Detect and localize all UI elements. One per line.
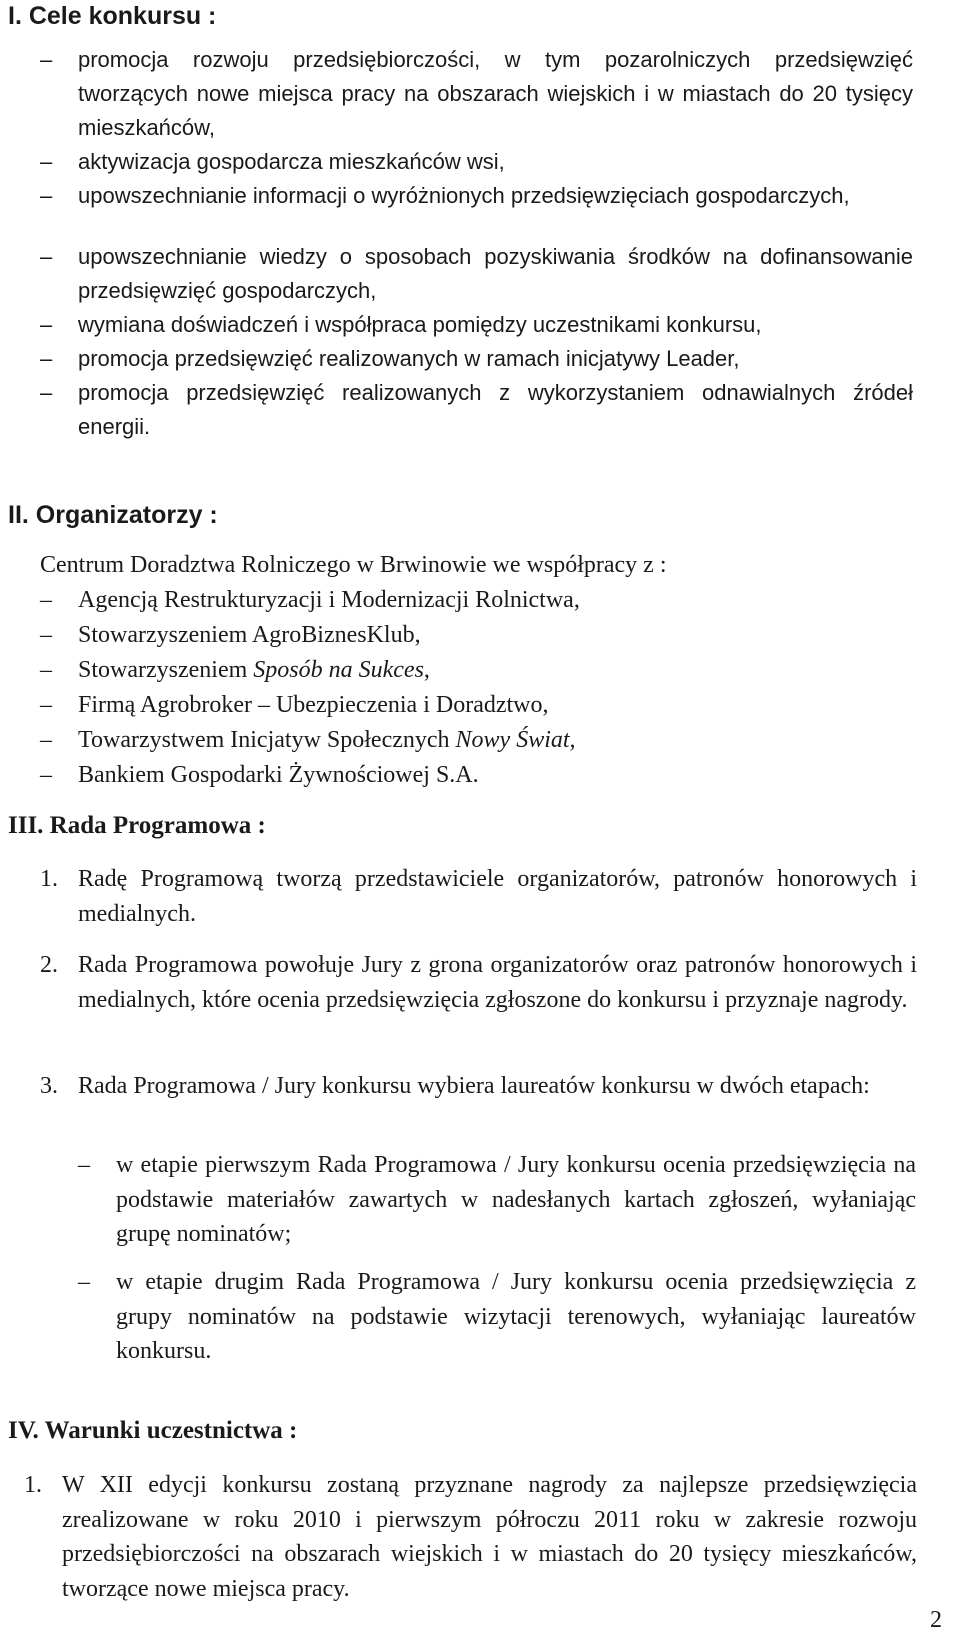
dash-bullet: – — [40, 622, 52, 648]
organizer-name — [78, 653, 920, 688]
dash-bullet: – — [40, 380, 53, 405]
numbered-item — [24, 1468, 917, 1606]
list-item — [40, 583, 920, 618]
dash-bullet: – — [40, 587, 52, 613]
numbered-item — [40, 1069, 917, 1104]
organizer-name: Stowarzyszeniem AgroBiznesKlub, — [78, 622, 421, 648]
page-number: 2 — [930, 1607, 942, 1633]
organizer-suffix: , — [569, 727, 576, 753]
organizer-prefix: Stowarzyszeniem — [78, 657, 254, 683]
item-number: 1. — [24, 1472, 42, 1498]
dash-bullet: – — [40, 692, 52, 718]
item-text: Rada Programowa / Jury konkursu wybiera laureatów konkursu w dwóch etapach: — [78, 1073, 870, 1099]
list-item — [40, 723, 920, 758]
dash-bullet: – — [40, 762, 52, 788]
section-1-heading: I. Cele konkursu : — [8, 2, 217, 30]
list-item — [40, 43, 913, 145]
list-item — [40, 308, 913, 342]
item-text: W XII edycji konkursu zostaną przyznane nagrody za najlepsze przedsięwzięcia zrealizowane w roku 2010 i pierwszym półroczu 2011 roku w zakresie rozwoju przedsiębiorczości na obszarach wiejskich i w miastach do 20 tysięcy mieszkańców, tworzące nowe miejsca pracy. — [62, 1472, 917, 1602]
stage-item — [78, 1148, 916, 1252]
dash-bullet: – — [40, 244, 53, 269]
dash-bullet: – — [40, 727, 52, 753]
dash-bullet: – — [40, 312, 53, 337]
numbered-item — [40, 948, 917, 1017]
list-item-text: wymiana doświadczeń i współpraca pomiędzy uczestnikami konkursu, — [78, 312, 762, 337]
list-item-text: upowszechnianie wiedzy o sposobach pozyskiwania środków na dofinansowanie przedsięwzięć gospodarczych, — [78, 244, 913, 303]
item-text: Radę Programową tworzą przedstawiciele organizatorów, patronów honorowych i medialnych. — [78, 866, 917, 927]
list-item — [40, 342, 913, 376]
list-item — [40, 179, 913, 213]
organizers-intro: Centrum Doradztwa Rolniczego w Brwinowie we współpracy z : — [40, 552, 667, 578]
item-number: 1. — [40, 866, 58, 892]
dash-bullet: – — [40, 149, 53, 174]
dash-bullet: – — [40, 657, 52, 683]
list-item — [40, 653, 920, 688]
list-item-text: upowszechnianie informacji o wyróżnionych przedsięwzięciach gospodarczych, — [78, 183, 850, 208]
stage-item — [78, 1265, 916, 1369]
organizer-name — [78, 723, 920, 758]
list-item — [40, 376, 913, 444]
list-item — [40, 618, 920, 653]
section-3-heading: III. Rada Programowa : — [8, 812, 266, 839]
organizer-prefix: Towarzystwem Inicjatyw Społecznych — [78, 727, 456, 753]
organizer-name: Firmą Agrobroker – Ubezpieczenia i Doradztwo, — [78, 692, 549, 718]
stage-text: w etapie pierwszym Rada Programowa / Jury konkursu ocenia przedsięwzięcia na podstawie materiałów zawartych w nadesłanych kartach zgłoszeń, wyłaniając grupę nominatów; — [116, 1152, 916, 1247]
list-item — [40, 145, 913, 179]
organizer-italic-name: Sposób na Sukces — [253, 657, 424, 683]
numbered-item — [40, 862, 917, 931]
list-item — [40, 758, 920, 793]
list-item-text: aktywizacja gospodarcza mieszkańców wsi, — [78, 149, 505, 174]
dash-bullet: – — [40, 47, 53, 72]
stage-text: w etapie drugim Rada Programowa / Jury konkursu ocenia przedsięwzięcia z grupy nominatów na podstawie wizytacji terenowych, wyłaniając laureatów konkursu. — [116, 1269, 916, 1364]
section-2-heading: II. Organizatorzy : — [8, 501, 218, 529]
organizer-italic-name: Nowy Świat — [455, 727, 570, 753]
list-item-text: promocja rozwoju przedsiębiorczości, w tym pozarolniczych przedsięwzięć tworzących nowe miejsca pracy na obszarach wiejskich i w miastach do 20 tysięcy mieszkańców, — [78, 47, 913, 140]
item-number: 2. — [40, 952, 58, 978]
organizer-suffix: , — [423, 657, 430, 683]
list-item — [40, 688, 920, 723]
list-item — [40, 240, 913, 308]
list-item-text: promocja przedsięwzięć realizowanych w ramach inicjatywy Leader, — [78, 346, 740, 371]
organizer-name: Agencją Restrukturyzacji i Modernizacji Rolnictwa, — [78, 587, 580, 613]
dash-bullet: – — [40, 346, 53, 371]
dash-bullet: – — [78, 1152, 90, 1178]
item-text: Rada Programowa powołuje Jury z grona organizatorów oraz patronów honorowych i medialnych, które ocenia przedsięwzięcia zgłoszone do konkursu i przyznaje nagrody. — [78, 952, 917, 1013]
item-number: 3. — [40, 1073, 58, 1099]
section-4-heading: IV. Warunki uczestnictwa : — [8, 1417, 298, 1444]
organizer-name: Bankiem Gospodarki Żywnościowej S.A. — [78, 762, 479, 788]
list-item-text: promocja przedsięwzięć realizowanych z wykorzystaniem odnawialnych źródeł energii. — [78, 380, 913, 439]
dash-bullet: – — [78, 1269, 90, 1295]
dash-bullet: – — [40, 183, 53, 208]
